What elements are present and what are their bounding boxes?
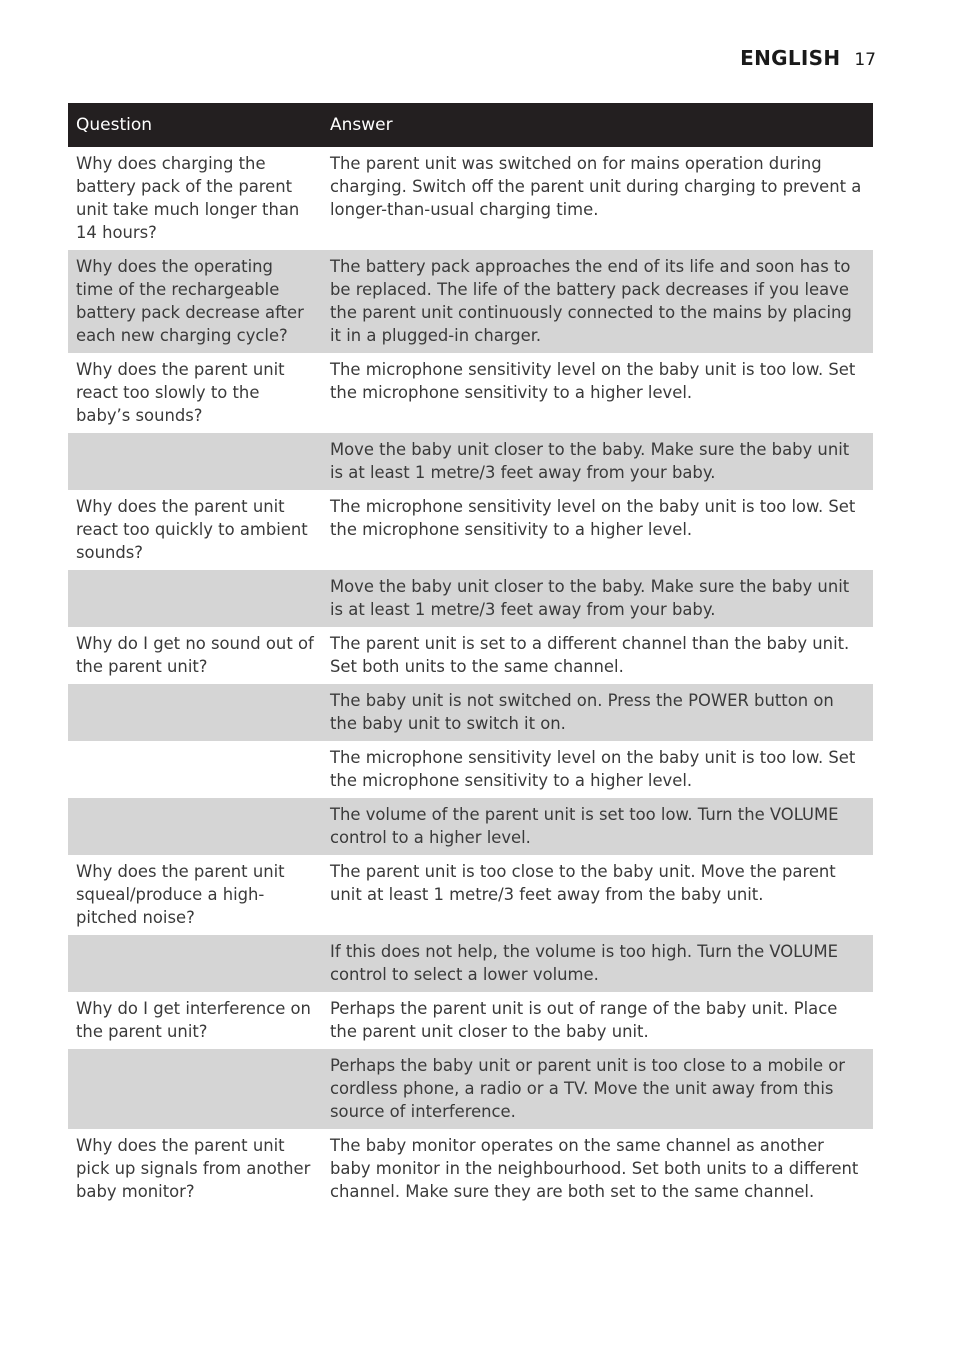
column-header-question: Question: [68, 103, 322, 147]
table-row: [68, 855, 873, 935]
answer-cell: Perhaps the baby unit or parent unit is too close to a mobile or cordless phone, a radio or a TV. Move the unit away from this source of interference.: [322, 1049, 873, 1129]
table-row: [68, 684, 873, 741]
question-cell: [68, 798, 322, 855]
answer-cell: The baby unit is not switched on. Press the POWER button on the baby unit to switch it on.: [322, 684, 873, 741]
answer-cell: Move the baby unit closer to the baby. Make sure the baby unit is at least 1 metre/3 feet away from your baby.: [322, 570, 873, 627]
question-cell: Why does the parent unit react too quickly to ambient sounds?: [76, 497, 308, 562]
question-cell: Why does the parent unit react too slowly to the baby’s sounds?: [76, 360, 285, 425]
answer-cell: The parent unit is set to a different channel than the baby unit. Set both units to the same channel.: [330, 634, 850, 676]
answer-cell: The parent unit is too close to the baby unit. Move the parent unit at least 1 metre/3 feet away from the baby unit.: [330, 862, 836, 904]
table-row: [68, 1049, 873, 1129]
question-cell: Why does the operating time of the rechargeable battery pack decrease after each new charging cycle?: [68, 250, 322, 353]
table-row: [68, 433, 873, 490]
question-cell: [68, 684, 322, 741]
table-row: [68, 627, 873, 684]
table-header-row: [68, 103, 873, 147]
question-cell: Why does charging the battery pack of the parent unit take much longer than 14 hours?: [76, 154, 300, 242]
page-header: [0, 46, 876, 70]
question-cell: [68, 1049, 322, 1129]
troubleshooting-table: [68, 103, 873, 1209]
table-row: [68, 1129, 873, 1209]
answer-cell: If this does not help, the volume is too high. Turn the VOLUME control to select a lower volume.: [322, 935, 873, 992]
table-row: [68, 490, 873, 570]
question-cell: Why do I get no sound out of the parent unit?: [76, 634, 314, 676]
question-cell: [68, 741, 322, 798]
table-row: [68, 353, 873, 433]
question-cell: [68, 433, 322, 490]
answer-cell: Move the baby unit closer to the baby. Make sure the baby unit is at least 1 metre/3 feet away from your baby.: [322, 433, 873, 490]
answer-cell: The baby monitor operates on the same channel as another baby monitor in the neighbourhood. Set both units to a different channel. Make sure they are both set to the same channel.: [330, 1136, 859, 1201]
question-cell: Why does the parent unit pick up signals from another baby monitor?: [76, 1136, 311, 1201]
answer-cell: The parent unit was switched on for mains operation during charging. Switch off the parent unit during charging to prevent a longer-than-usual charging time.: [330, 154, 862, 219]
page-number: 17: [854, 50, 876, 70]
column-header-answer: Answer: [322, 103, 873, 147]
table-row: [68, 570, 873, 627]
question-cell: [68, 570, 322, 627]
table-row: [68, 935, 873, 992]
table-row: [68, 250, 873, 353]
question-cell: [68, 935, 322, 992]
language-label: ENGLISH: [740, 46, 841, 70]
answer-cell: The battery pack approaches the end of its life and soon has to be replaced. The life of the battery pack decreases if you leave the parent unit continuously connected to the mains by placing it in a plugged-in charger.: [322, 250, 873, 353]
answer-cell: The volume of the parent unit is set too low. Turn the VOLUME control to a higher level.: [322, 798, 873, 855]
table-row: [68, 147, 873, 250]
answer-cell: Perhaps the parent unit is out of range of the baby unit. Place the parent unit closer to the baby unit.: [330, 999, 838, 1041]
answer-cell: The microphone sensitivity level on the baby unit is too low. Set the microphone sensitivity to a higher level.: [330, 497, 856, 539]
answer-cell: The microphone sensitivity level on the baby unit is too low. Set the microphone sensitivity to a higher level.: [330, 360, 856, 402]
table-row: [68, 992, 873, 1049]
table-row: [68, 741, 873, 798]
answer-cell: The microphone sensitivity level on the baby unit is too low. Set the microphone sensitivity to a higher level.: [330, 748, 856, 790]
question-cell: Why does the parent unit squeal/produce a high-pitched noise?: [76, 862, 285, 927]
question-cell: Why do I get interference on the parent unit?: [76, 999, 311, 1041]
table-row: [68, 798, 873, 855]
